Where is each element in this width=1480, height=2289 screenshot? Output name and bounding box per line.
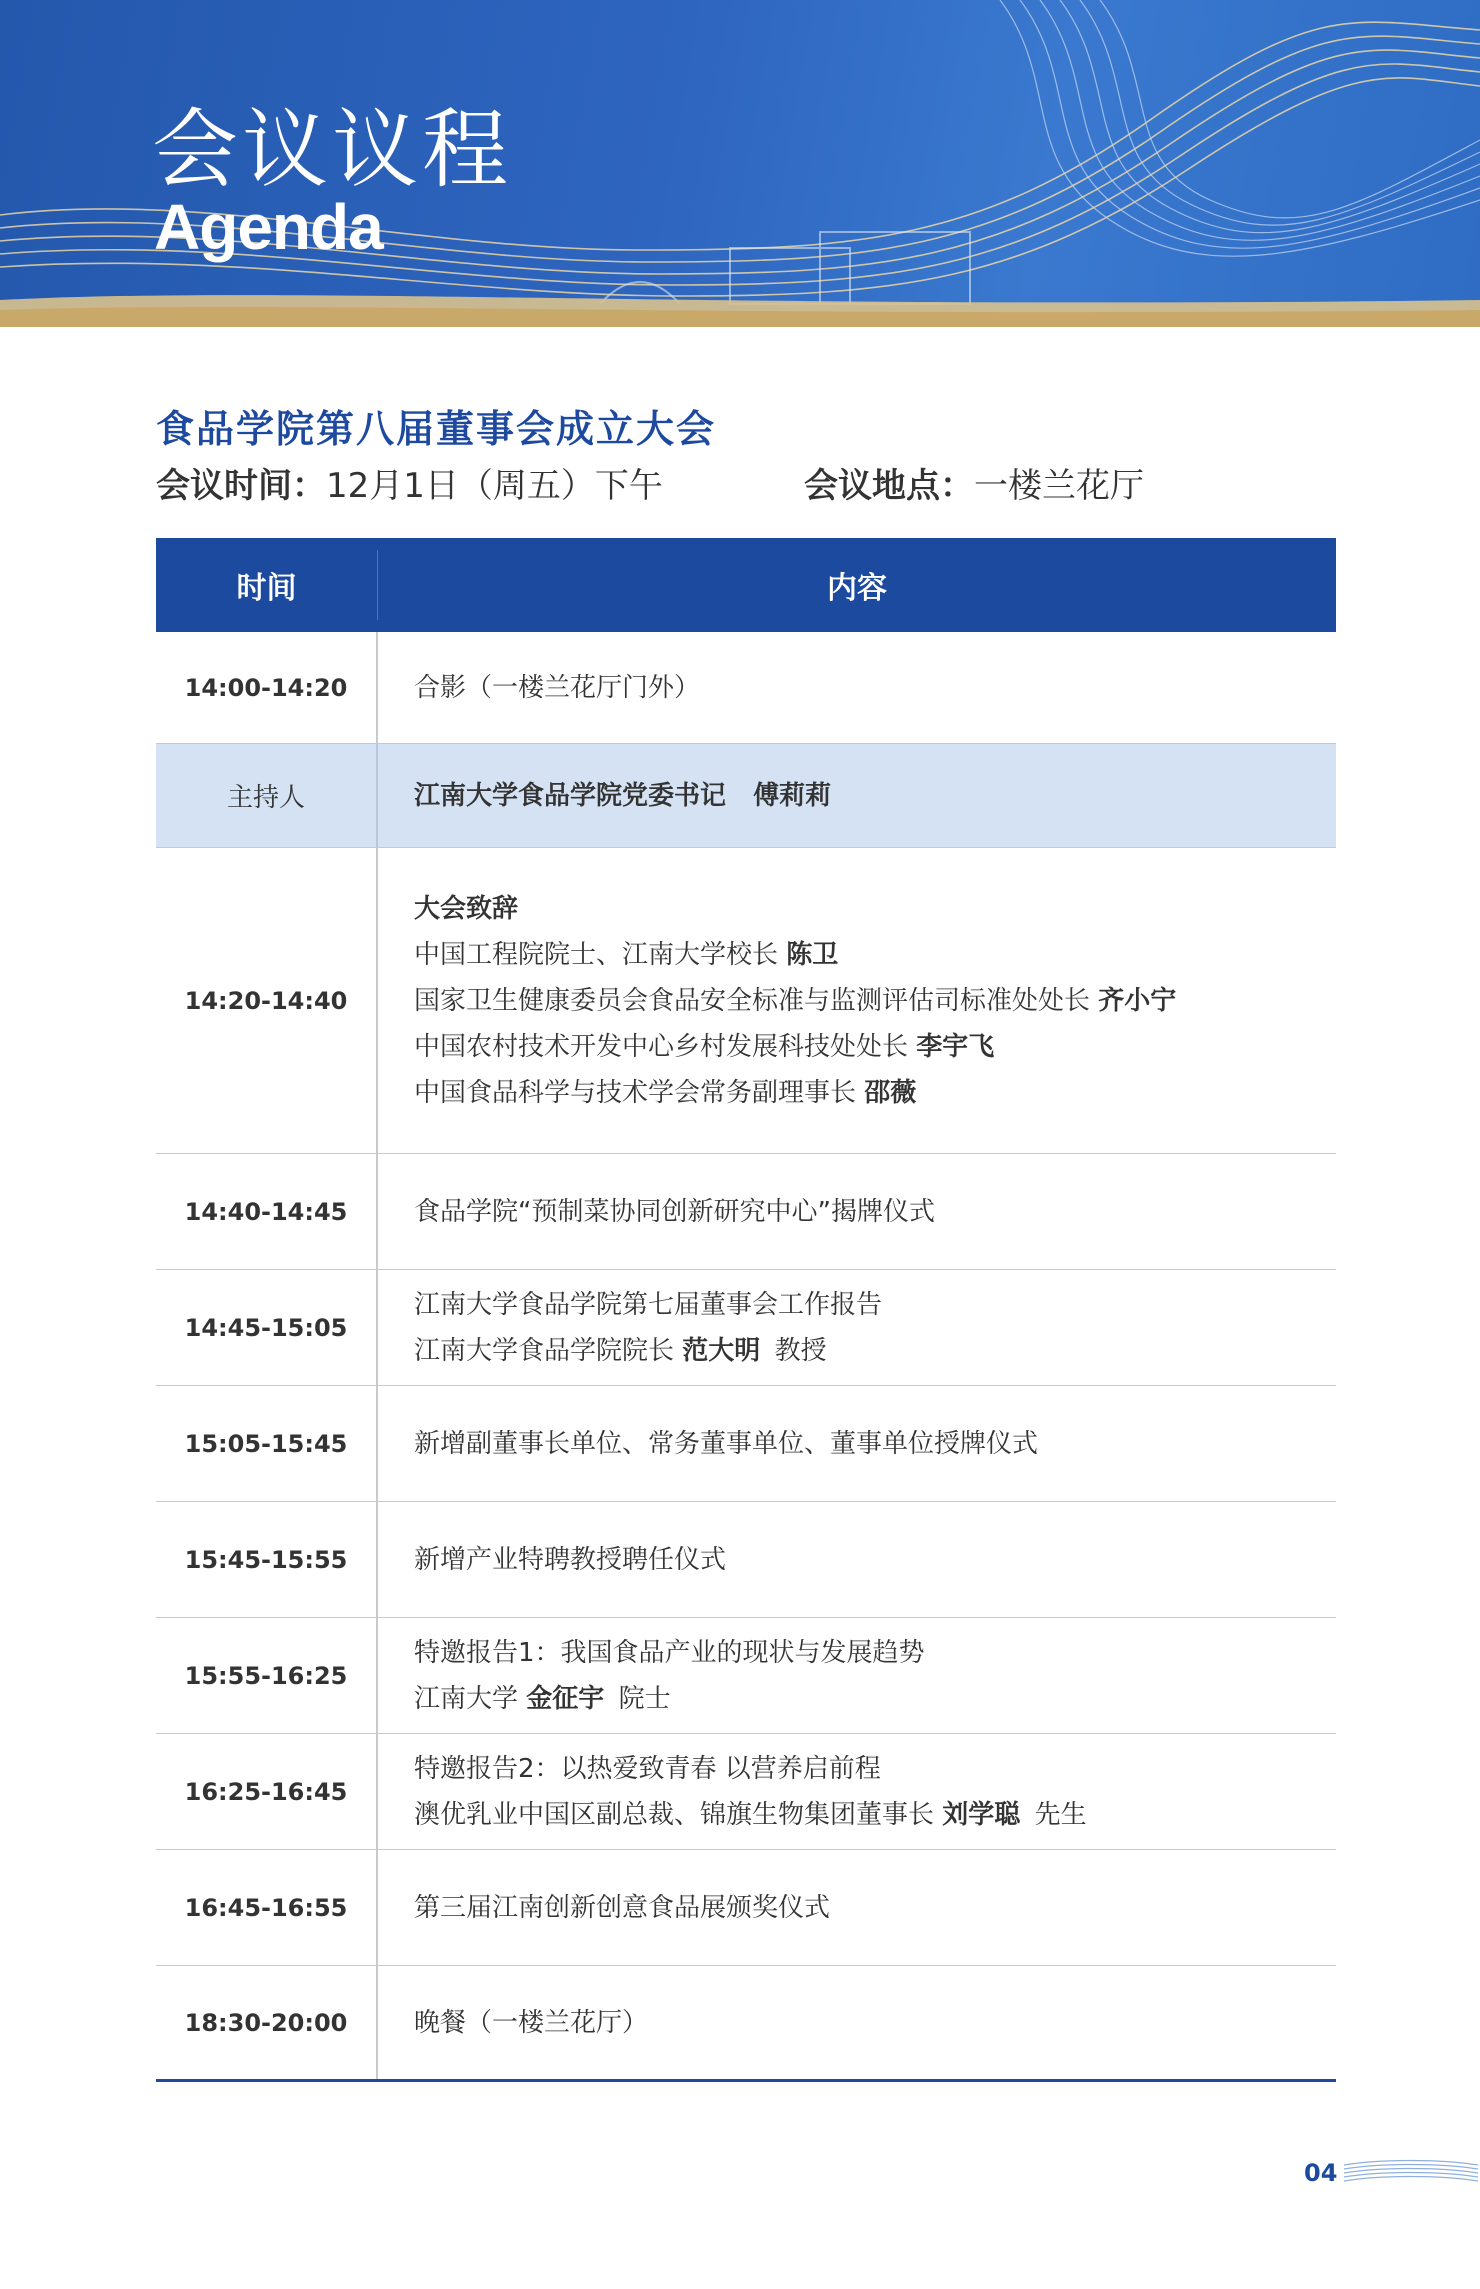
table-row — [156, 632, 1336, 744]
content-line — [414, 1024, 1336, 1070]
row-content — [378, 632, 1336, 743]
row-content — [378, 1850, 1336, 1965]
content-line — [414, 1630, 1336, 1676]
person-name: 傅莉莉 — [753, 780, 832, 811]
meeting-place — [804, 458, 1144, 507]
line-text: 晚餐（一楼兰花厅） — [414, 2007, 649, 2038]
header-content: 内容 — [827, 571, 887, 606]
table-header — [156, 538, 1336, 632]
row-content — [378, 1386, 1336, 1501]
content-line — [414, 1537, 1336, 1583]
row-content — [378, 1154, 1336, 1269]
content-line — [414, 665, 1336, 711]
content-line — [414, 886, 1336, 932]
person-name: 邵薇 — [864, 1077, 917, 1108]
table-row — [156, 1850, 1336, 1966]
line-text: 食品学院“预制菜协同创新研究中心”揭牌仪式 — [414, 1196, 935, 1227]
table-row — [156, 1734, 1336, 1850]
table-row — [156, 1618, 1336, 1734]
line-text: 澳优乳业中国区副总裁、锦旗生物集团董事长 — [414, 1799, 935, 1830]
row-time: 15:05-15:45 — [156, 1386, 378, 1501]
line-text: 江南大学食品学院院长 — [414, 1335, 675, 1366]
person-name: 齐小宁 — [1098, 985, 1177, 1016]
header-banner — [0, 0, 1480, 327]
content-line — [414, 1676, 1336, 1722]
row-content — [378, 1502, 1336, 1617]
person-name: 金征宇 — [526, 1683, 605, 1714]
row-content — [378, 1966, 1336, 2079]
person-name: 刘学聪 — [942, 1799, 1021, 1830]
table-row — [156, 1270, 1336, 1386]
banner-title-en: Agenda — [154, 191, 383, 263]
place-value: 一楼兰花厅 — [974, 466, 1144, 506]
header-time: 时间 — [156, 550, 378, 620]
content-line — [414, 773, 1336, 819]
person-name: 李宇飞 — [916, 1031, 995, 1062]
content-line — [414, 1070, 1336, 1116]
line-text: 中国食品科学与技术学会常务副理事长 — [414, 1077, 857, 1108]
row-content — [378, 1734, 1336, 1849]
line-text: 江南大学 — [414, 1683, 519, 1714]
table-row — [156, 848, 1336, 1154]
row-time: 14:20-14:40 — [156, 848, 378, 1153]
person-title: 院士 — [618, 1683, 671, 1714]
row-time: 16:45-16:55 — [156, 1850, 378, 1965]
host-row — [156, 744, 1336, 848]
table-body — [156, 632, 1336, 2082]
line-text: 中国农村技术开发中心乡村发展科技处处长 — [414, 1031, 909, 1062]
content-line — [414, 932, 1336, 978]
row-time: 主持人 — [156, 744, 378, 847]
time-value: 12月1日（周五）下午 — [326, 466, 663, 506]
content-line — [414, 2000, 1336, 2046]
agenda-table — [156, 538, 1336, 2082]
line-text: 国家卫生健康委员会食品安全标准与监测评估司标准处处长 — [414, 985, 1091, 1016]
content-line — [414, 1792, 1336, 1838]
line-text: 新增产业特聘教授聘任仪式 — [414, 1544, 727, 1575]
person-name: 范大明 — [682, 1335, 761, 1366]
content-line — [414, 1885, 1336, 1931]
line-text: 中国工程院院士、江南大学校长 — [414, 939, 779, 970]
line-text: 江南大学食品学院第七届董事会工作报告 — [414, 1289, 883, 1320]
line-text: 特邀报告2：以热爱致青春 以营养启前程 — [414, 1753, 881, 1784]
row-time: 16:25-16:45 — [156, 1734, 378, 1849]
row-time: 15:55-16:25 — [156, 1618, 378, 1733]
content-line — [414, 1328, 1336, 1374]
person-name: 陈卫 — [786, 939, 839, 970]
row-content — [378, 848, 1336, 1153]
content-line — [414, 1189, 1336, 1235]
row-time: 14:45-15:05 — [156, 1270, 378, 1385]
row-time: 14:40-14:45 — [156, 1154, 378, 1269]
line-text: 第三届江南创新创意食品展颁奖仪式 — [414, 1892, 831, 1923]
meeting-info — [156, 458, 1356, 508]
table-row — [156, 1386, 1336, 1502]
meeting-title: 食品学院第八届董事会成立大会 — [156, 407, 717, 451]
line-text: 江南大学食品学院党委书记 — [414, 780, 727, 811]
person-title: 教授 — [774, 1335, 827, 1366]
row-time: 14:00-14:20 — [156, 632, 378, 743]
line-text: 大会致辞 — [414, 893, 519, 924]
row-content — [378, 1270, 1336, 1385]
line-text: 合影（一楼兰花厅门外） — [414, 672, 701, 703]
table-row — [156, 1966, 1336, 2082]
line-text: 特邀报告1：我国食品产业的现状与发展趋势 — [414, 1637, 925, 1668]
table-row — [156, 1502, 1336, 1618]
content-line — [414, 978, 1336, 1024]
page-decoration — [1340, 2155, 1480, 2191]
meeting-time — [156, 458, 663, 507]
row-time: 15:45-15:55 — [156, 1502, 378, 1617]
content-line — [414, 1282, 1336, 1328]
time-label: 会议时间： — [156, 466, 326, 506]
content-line — [414, 1421, 1336, 1467]
page-number: 04 — [1304, 2159, 1338, 2187]
row-content — [378, 1618, 1336, 1733]
line-text: 新增副董事长单位、常务董事单位、董事单位授牌仪式 — [414, 1428, 1039, 1459]
row-time: 18:30-20:00 — [156, 1966, 378, 2079]
place-label: 会议地点： — [804, 466, 974, 506]
row-content — [378, 744, 1336, 847]
banner-title-cn: 会议议程 — [152, 100, 512, 200]
content-line — [414, 1746, 1336, 1792]
table-row — [156, 1154, 1336, 1270]
person-title: 先生 — [1034, 1799, 1087, 1830]
